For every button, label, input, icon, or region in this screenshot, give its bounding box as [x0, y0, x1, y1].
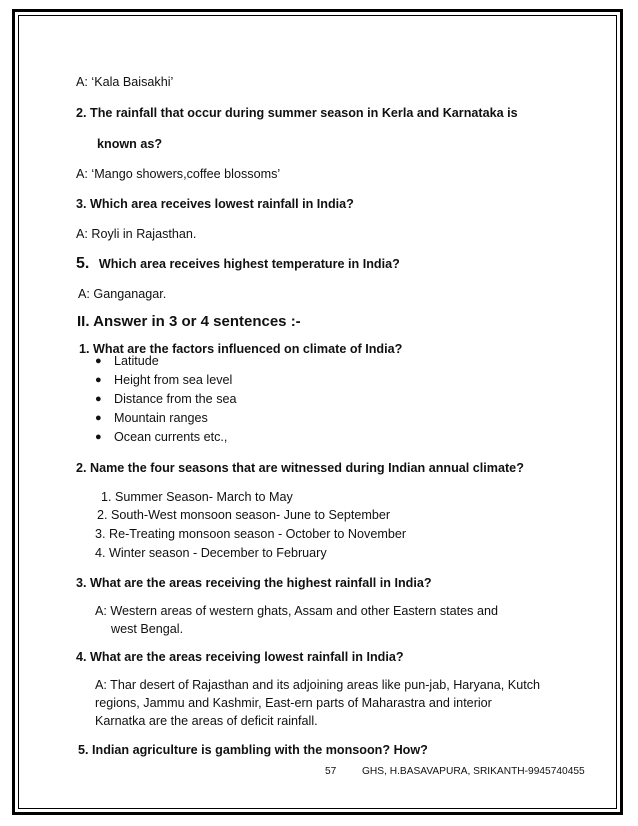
section2-answer-3-line-1: A: Western areas of western ghats, Assam and other Eastern states and — [95, 604, 498, 618]
section2-question-4: 4. What are the areas receiving lowest rainfall in India? — [76, 650, 404, 664]
question-3: 3. Which area receives lowest rainfall in India? — [76, 197, 354, 211]
factor-item: Mountain ranges — [114, 411, 208, 425]
bullet-icon: ● — [95, 412, 102, 424]
season-2: 2. South-West monsoon season- June to September — [97, 508, 391, 522]
question-5-number: 5. — [76, 255, 90, 272]
answer-1: A: ‘Kala Baisakhi’ — [76, 75, 174, 89]
section2-question-5: 5. Indian agriculture is gambling with the monsoon? How? — [78, 743, 428, 757]
section-heading: II. Answer in 3 or 4 sentences :- — [77, 313, 301, 330]
question-2-line-2: known as? — [97, 137, 163, 151]
bullet-icon: ● — [95, 431, 102, 443]
section2-question-1: 1. What are the factors influenced on climate of India? — [79, 342, 403, 356]
bullet-icon: ● — [95, 393, 102, 405]
factor-item: Height from sea level — [114, 373, 233, 387]
section2-question-2: 2. Name the four seasons that are witnessed during Indian annual climate? — [76, 461, 524, 475]
bullet-icon: ● — [95, 374, 102, 386]
question-2-line-1: 2. The rainfall that occur during summer season in Kerla and Karnataka is — [76, 106, 518, 120]
footer-credit: GHS, H.BASAVAPURA, SRIKANTH-9945740455 — [362, 766, 585, 777]
section2-answer-4-line-3: Karnatka are the areas of deficit rainfall. — [95, 714, 318, 728]
question-5-text: Which area receives highest temperature in India? — [98, 257, 400, 271]
section2-answer-3-line-2: west Bengal. — [111, 622, 184, 636]
answer-5: A: Ganganagar. — [78, 287, 167, 301]
factor-item: Ocean currents etc., — [114, 430, 228, 444]
question-5 — [76, 256, 400, 272]
factor-item: Distance from the sea — [114, 392, 237, 406]
page-number: 57 — [325, 766, 337, 777]
season-1: 1. Summer Season- March to May — [101, 490, 293, 504]
factor-item: Latitude — [114, 354, 159, 368]
answer-2: A: ‘Mango showers,coffee blossoms’ — [76, 167, 281, 181]
bullet-icon: ● — [95, 355, 102, 367]
season-4: 4. Winter season - December to February — [95, 546, 327, 560]
section2-question-3: 3. What are the areas receiving the highest rainfall in India? — [76, 576, 432, 590]
section2-answer-4-line-2: regions, Jammu and Kashmir, East-ern parts of Maharastra and interior — [95, 696, 492, 710]
answer-3: A: Royli in Rajasthan. — [76, 227, 197, 241]
season-3: 3. Re-Treating monsoon season - October to November — [95, 527, 407, 541]
section2-answer-4-line-1: A: Thar desert of Rajasthan and its adjoining areas like pun-jab, Haryana, Kutch — [95, 678, 541, 692]
